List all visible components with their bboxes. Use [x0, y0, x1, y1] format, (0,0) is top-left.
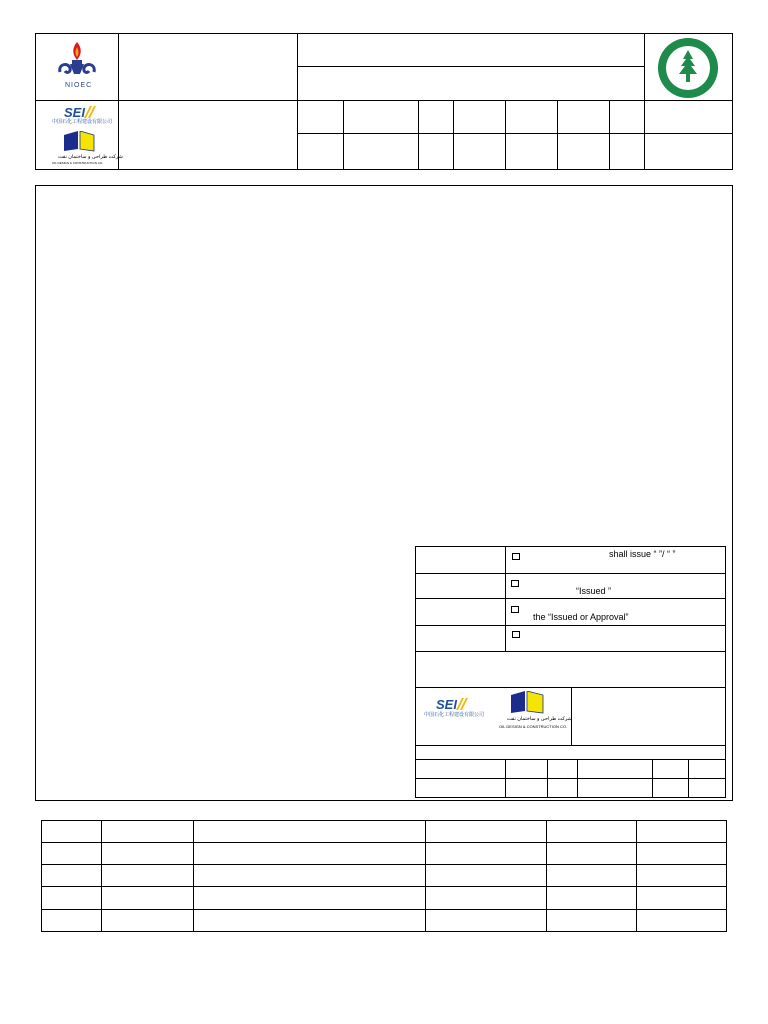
review-stamp-divider: [415, 573, 726, 574]
review-stamp-table: [415, 546, 726, 798]
nioec-logo-text: NIOEC: [65, 82, 93, 89]
review-stamp-divider: [415, 745, 726, 746]
header-divider: [297, 33, 298, 170]
review-option-1-text: shall issue “ ”/ “ ”: [609, 549, 676, 559]
sei-mark-icon: [50, 105, 110, 119]
review-stamp-divider: [652, 759, 653, 798]
review-checkbox-3[interactable]: [511, 606, 519, 613]
nioec-logo: [50, 38, 104, 94]
sei-logo-text: SEI: [64, 105, 85, 119]
review-checkbox-1[interactable]: [512, 553, 520, 560]
review-option-3-text: the “Issued or Approval”: [533, 612, 629, 622]
review-option-2-text: “Issued ”: [576, 586, 612, 596]
oil-design-logo-en-stamp: OIL DESIGN & CONSTRUCTION CO.: [499, 724, 568, 729]
revision-table-col-divider: [425, 820, 426, 932]
oil-design-logo: [50, 131, 123, 167]
review-stamp-divider: [505, 759, 506, 798]
revision-table-row-divider: [41, 909, 727, 910]
revision-table-row-divider: [41, 842, 727, 843]
sei-logo: [50, 105, 113, 129]
doc-number-cell-divider: [418, 100, 419, 170]
review-stamp-divider: [415, 651, 726, 652]
header-divider: [35, 100, 733, 101]
header-divider: [644, 33, 645, 170]
revision-table-col-divider: [546, 820, 547, 932]
doc-number-cell-divider: [557, 100, 558, 170]
oil-design-logo-stamp: [497, 691, 572, 735]
header-divider: [297, 133, 733, 134]
doc-number-cell-divider: [609, 100, 610, 170]
revision-table: [41, 820, 727, 932]
revision-table-row-divider: [41, 886, 727, 887]
review-stamp-divider: [415, 598, 726, 599]
review-stamp-divider: [547, 759, 548, 798]
sei-logo-stamp: [422, 697, 488, 723]
oil-design-logo-fa-stamp: شرکت طراحی و ساختمان نفت: [507, 716, 572, 722]
review-stamp-divider: [415, 778, 726, 779]
review-stamp-divider: [688, 759, 689, 798]
doc-number-cell-divider: [453, 100, 454, 170]
review-checkbox-4[interactable]: [512, 631, 520, 638]
review-stamp-divider: [577, 759, 578, 798]
header-divider: [118, 33, 119, 170]
review-checkbox-2[interactable]: [511, 580, 519, 587]
header-divider: [297, 66, 644, 67]
sei-logo-cn: 中国石化工程建设有限公司: [52, 119, 113, 125]
doc-number-cell-divider: [505, 100, 506, 170]
review-stamp-divider: [415, 759, 726, 760]
doc-number-cell-divider: [343, 100, 344, 170]
revision-table-col-divider: [101, 820, 102, 932]
review-stamp-divider: [505, 546, 506, 651]
oil-design-logo-en: OIL DESIGN & CONSTRUCTION CO.: [52, 161, 104, 165]
pine-tree-seal-icon: [655, 37, 721, 99]
revision-table-col-divider: [193, 820, 194, 932]
revision-table-col-divider: [636, 820, 637, 932]
oil-design-mark-icon: [62, 131, 102, 153]
oil-design-logo-fa: شرکت طراحی و ساختمان نفت: [58, 154, 123, 160]
environmental-logo: [655, 37, 721, 99]
sei-logo-cn-stamp: 中国石化工程建设有限公司: [424, 712, 485, 718]
sei-mark-icon: [422, 697, 482, 711]
header-block: [35, 33, 733, 170]
revision-table-row-divider: [41, 864, 727, 865]
oil-design-mark-icon: [509, 691, 549, 715]
review-stamp-divider: [415, 625, 726, 626]
sei-logo-text-stamp: SEI: [436, 697, 457, 711]
